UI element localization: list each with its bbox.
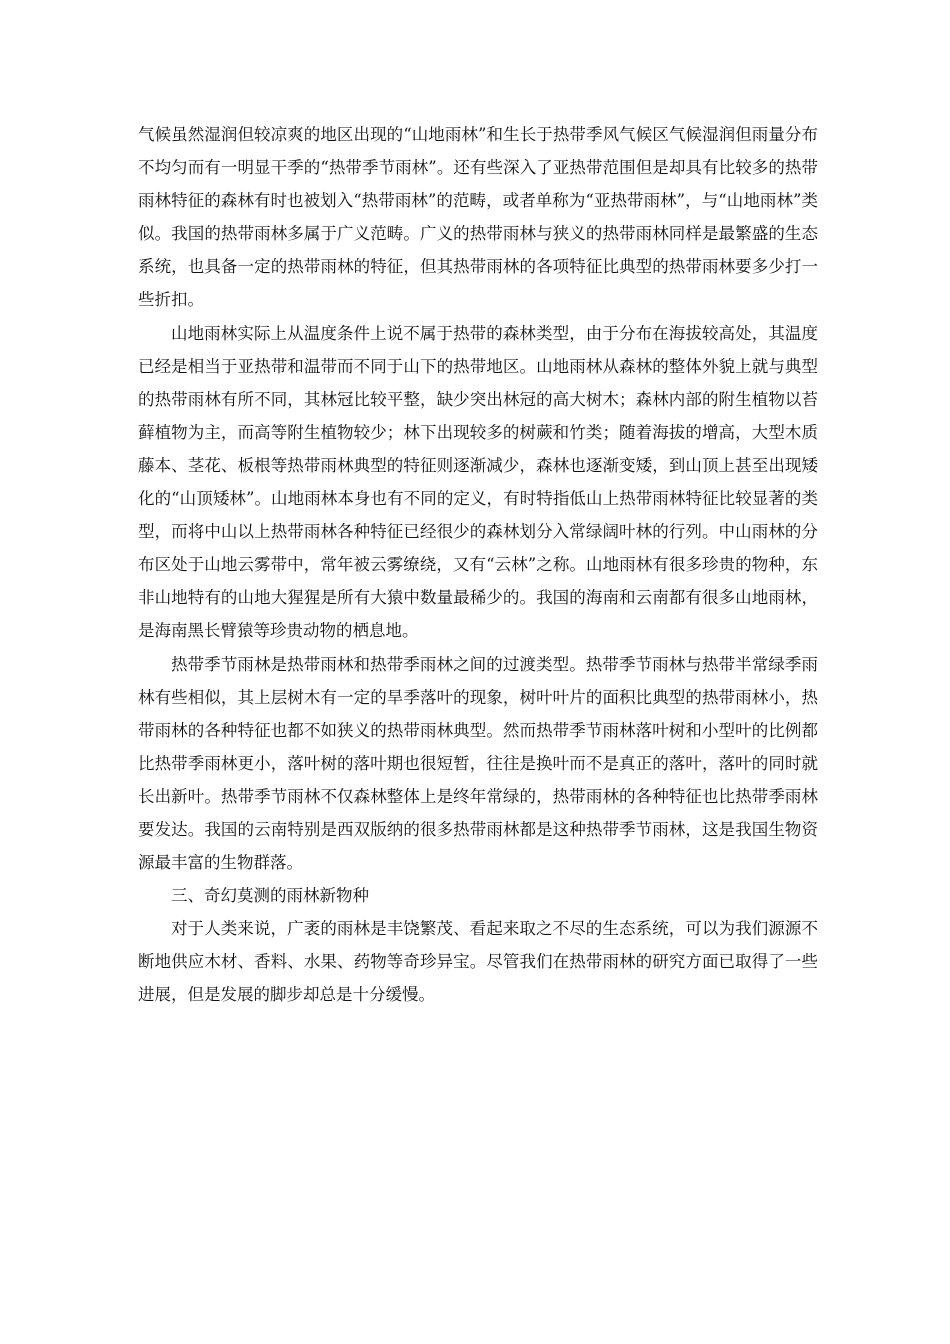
- document-page: [138, 118, 818, 1012]
- section-heading: 三、奇幻莫测的雨林新物种: [171, 886, 369, 906]
- paragraph-mountain-rainforest: 山地雨林实际上从温度条件上说不属于热带的森林类型，由于分布在海拔较高处，其温度已经是相当于亚热带和温带而不同于山下的热带地区。山地雨林从森林的整体外貌上就与典型的热带雨林有所不同，其林冠比较平整，缺少突出林冠的高大树木；森林内部的附生植物以苔藓植物为主，而高等附生植物较少；林下出现较多的树蕨和竹类；随着海拔的增高，大型木质藤本、茎花、板根等热带雨林典型的特征则逐渐减少，森林也逐渐变矮，到山顶上甚至出现矮化的“山顶矮林”。山地雨林本身也有不同的定义，有时特指低山上热带雨林特征比较显著的类型，而将中山以上热带雨林各种特征已经很少的森林划分入常绿阔叶林的行列。中山雨林的分布区处于山地云雾带中，常年被云雾缭绕，又有“云林”之称。山地雨林有很多珍贵的物种，东非山地特有的山地大猩猩是所有大猿中数量最稀少的。我国的海南和云南都有很多山地雨林，是海南黑长臂猿等珍贵动物的栖息地。: [138, 323, 818, 641]
- paragraph-seasonal-rainforest: 热带季节雨林是热带雨林和热带季雨林之间的过渡类型。热带季节雨林与热带半常绿季雨林有些相似，其上层树木有一定的旱季落叶的现象，树叶叶片的面积比典型的热带雨林小，热带雨林的各种特征也都不如狭义的热带雨林典型。然而热带季节雨林落叶树和小型叶的比例都比热带季雨林更小，落叶树的落叶期也很短暂，往往是换叶而不是真正的落叶，落叶的同时就长出新叶。热带季节雨林不仅森林整体上是终年常绿的，热带雨林的各种特征也比热带季雨林要发达。我国的云南特别是西双版纳的很多热带雨林都是这种热带季节雨林，这是我国生物资源最丰富的生物群落。: [138, 654, 818, 873]
- paragraph-continuation: 气候虽然湿润但较凉爽的地区出现的“山地雨林”和生长于热带季风气候区气候湿润但雨量分布不均匀而有一明显干季的“热带季节雨林”。还有些深入了亚热带范围但是却具有比较多的热带雨林特征的森林有时也被划入“热带雨林”的范畴，或者单称为“亚热带雨林”，与“山地雨林”类似。我国的热带雨林多属于广义范畴。广义的热带雨林与狭义的热带雨林同样是最繁盛的生态系统，也具备一定的热带雨林的特征，但其热带雨林的各项特征比典型的热带雨林要多少打一些折扣。: [138, 125, 818, 310]
- paragraph-new-species-intro: 对于人类来说，广袤的雨林是丰饶繁茂、看起来取之不尽的生态系统，可以为我们源源不断地供应木材、香料、水果、药物等奇珍异宝。尽管我们在热带雨林的研究方面已取得了一些进展，但是发展的脚步却总是十分缓慢。: [138, 919, 818, 1005]
